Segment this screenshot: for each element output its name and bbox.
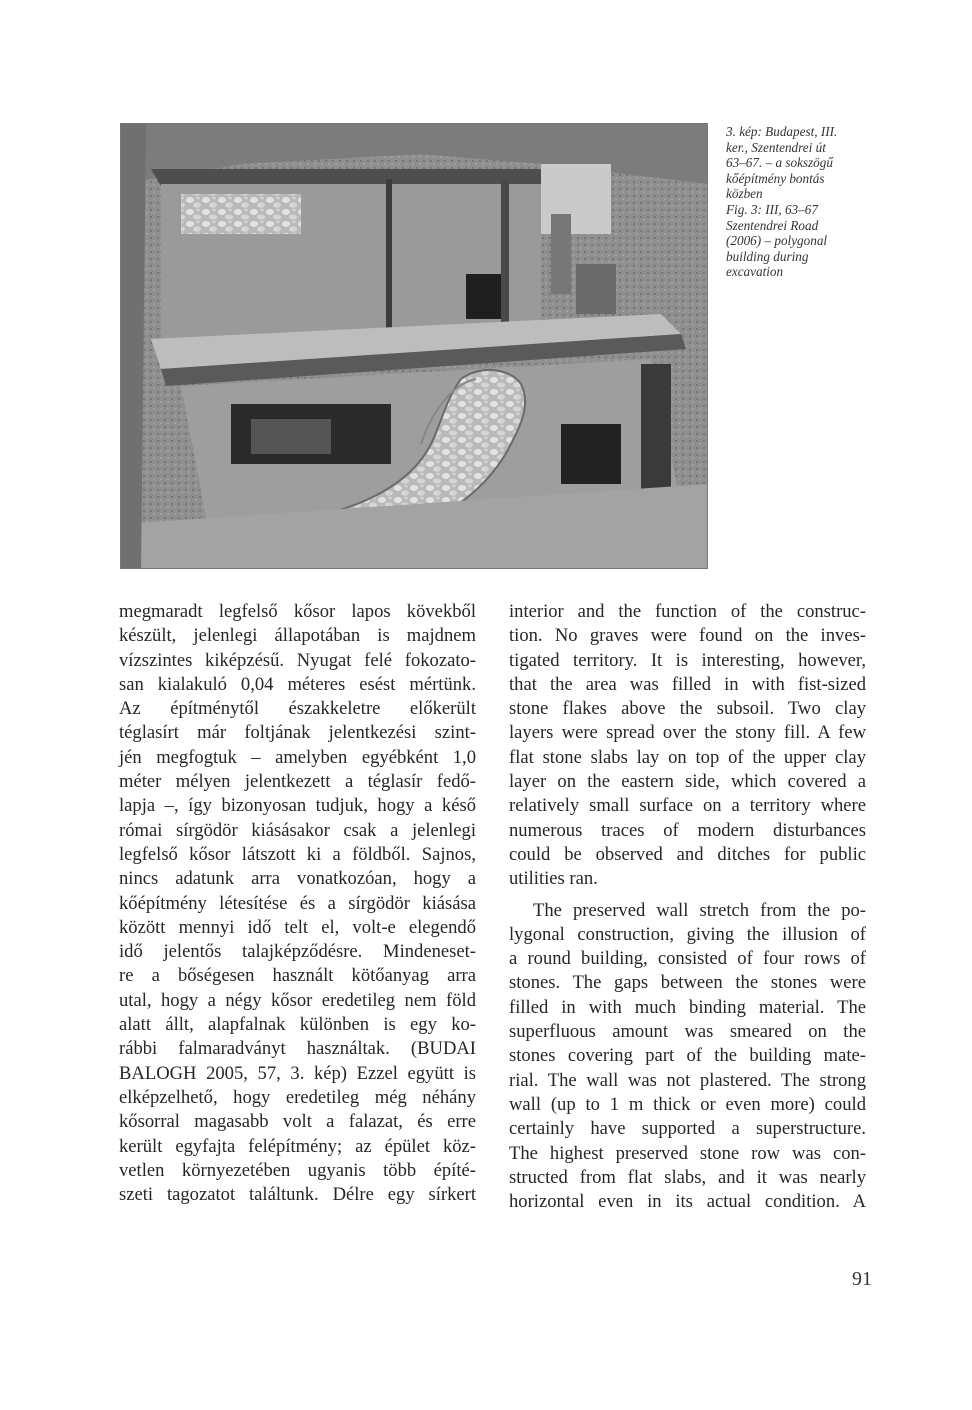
text-line: horizontal even in its actual condition. A [509,1191,866,1213]
caption-line: ker., Szentendrei út [726,139,826,155]
text-line: megmaradt legfelső kősor lapos kövekből [119,601,476,622]
caption-line: Szentendrei Road [726,217,819,233]
text-line: alatt állt, alapfalnak különben is egy ko- [119,1014,476,1036]
text-line: között mennyi idő telt el, volt-e elegendő [119,916,476,938]
text-line: vízszintes kiképzésű. Nyugat felé fokozato- [119,649,476,671]
figure-caption [726,124,856,280]
text-line: legfelső kősor látszott ki a földből. Sajnos, [119,843,476,865]
text-line: szeti tagozatot találtunk. Délre egy sírkert [119,1184,476,1206]
caption-line: excavation [726,264,784,280]
text-line: készült, jelenlegi állapotában is majdnem [119,625,476,647]
english-text-column [509,600,866,1214]
text-line: flat stone slabs lay on top of the upper clay [509,746,866,768]
text-line: wall (up to 1 m thick or even more) could [509,1093,866,1115]
text-line: BALOGH 2005, 57, 3. kép) Ezzel együtt is [119,1062,476,1084]
text-line: layer on the eastern side, which covered a [509,771,866,793]
text-line: kősorral magasabb volt a falazat, és erre [119,1111,476,1133]
text-line: került egyfajta felépítmény; az épület köz- [119,1135,476,1157]
text-line: vetlen környezetében ugyanis több építé- [119,1159,476,1181]
text-line: Az építménytől északkeletre előkerült [119,698,476,720]
text-line: certainly have supported a superstructure. [509,1118,866,1140]
text-line: utal, hogy a négy kősor eredetileg nem föld [119,989,476,1011]
text-line: relatively small surface on a territory where [509,795,866,817]
text-line: The highest preserved stone row was con- [509,1142,866,1164]
text-line: san kialakuló 0,04 méteres esést mértünk. [119,673,476,695]
text-line: layers were spread over the stony fill. A few [509,722,866,744]
text-line: a round building, consisted of four rows of [509,948,866,970]
text-line: méter mélyen jelentkezett a téglasír fedő- [119,771,476,793]
text-line: tion. No graves were found on the inves- [509,625,866,647]
text-line: re a bőségesen használt kötőanyag arra [119,965,476,987]
caption-line: Fig. 3: III, 63–67 [726,201,818,217]
text-line: nincs adatunk arra vonatkozóan, hogy a [119,868,476,890]
text-line: stones covering part of the building mate- [509,1045,866,1067]
hungarian-text-column [119,600,476,1207]
text-line: interior and the function of the construc- [509,601,866,622]
caption-line: 3. kép: Budapest, III. [726,124,838,139]
caption-line: building during [726,248,809,264]
excavation-photo [120,123,708,569]
text-line: rábbi falmaradványt használtak. (BUDAI [119,1038,476,1060]
text-line: stone flakes above the subsoil. Two clay [509,698,866,720]
text-line: The preserved wall stretch from the po- [533,899,866,921]
text-line: could be observed and ditches for public [509,843,866,865]
excavation-photo-drawing [121,124,708,569]
text-line: lapja –, így bizonyosan tudjuk, hogy a késő [119,795,476,817]
text-line: stones. The gaps between the stones were [509,972,866,994]
text-line: numerous traces of modern disturbances [509,819,866,841]
text-line: utilities ran. [509,868,598,890]
text-line: that the area was filled in with fist-sized [509,673,866,695]
text-line: téglasírt már foltjának jelentkezési szint- [119,722,476,744]
caption-line: kőépítmény bontás [726,170,825,186]
text-line: idő jelentős talajképződésre. Mindeneset- [119,941,476,963]
text-line: kőépítmény létesítése és a sírgödör kiásása [119,892,476,914]
text-line: elképzelhető, hogy eredetileg még néhány [119,1086,476,1108]
text-line: superfluous amount was smeared on the [509,1021,866,1043]
text-line: római sírgödör kiásásakor csak a jelenlegi [119,819,476,841]
caption-line: (2006) – polygonal [726,233,828,249]
text-line: structed from flat slabs, and it was nearly [509,1166,866,1188]
text-line: filled in with much binding material. The [509,996,866,1018]
caption-line: 63–67. – a sokszögű [726,155,833,171]
page-number: 91 [852,1268,872,1290]
text-line: jén megfogtuk – amelyben egyébként 1,0 [119,746,476,768]
caption-line: közben [726,186,763,202]
text-line: rial. The wall was not plastered. The strong [509,1069,866,1091]
text-line: lygonal construction, giving the illusion of [509,923,866,945]
text-line: tigated territory. It is interesting, however, [509,649,866,671]
paragraph-gap [509,892,866,899]
